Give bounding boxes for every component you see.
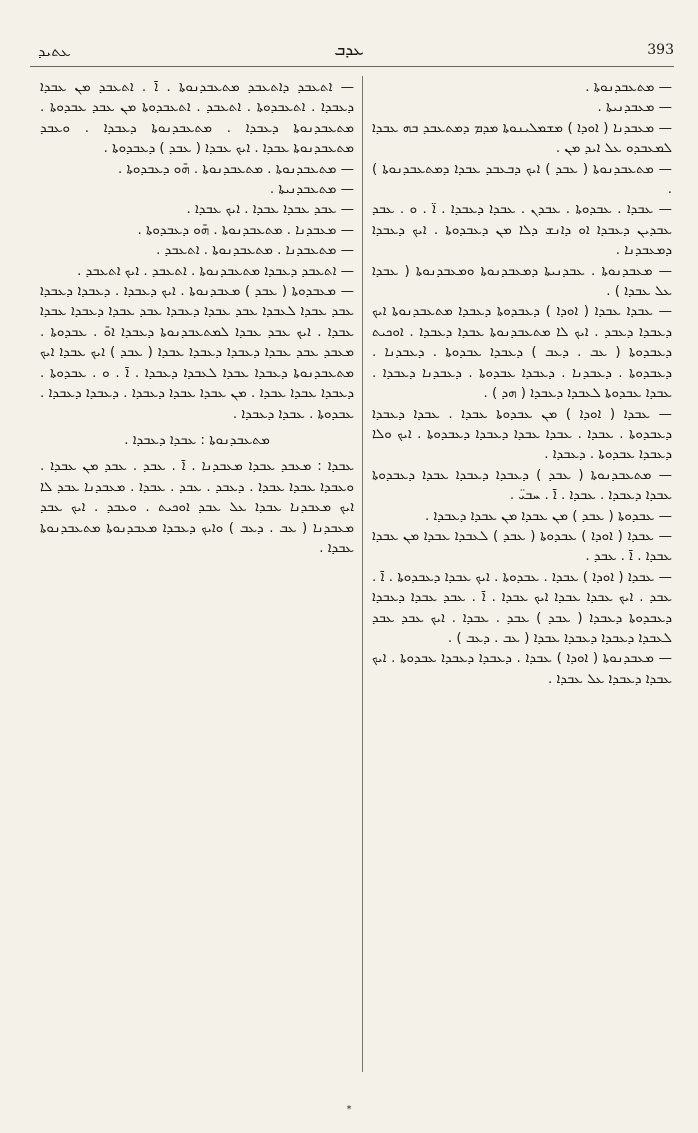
left-column	[40, 78, 354, 1098]
entry: — ܥܒܕܐ ܥܒܕܐ ( ܐܘܕܐ ) ܕܥܒܕܘܬܐ ܕܥܒܕܐ ܡܬܥܒܕܢܘܬܐ ܐܝܟ ܕܥܒܕܐ ܕܥܒܕ . ܐܝܟ ܠܐ ܡܬܥܒܕܢܘܬܐ ܥܒܕܐ ܕܥܒܕܐ . ܐܘܟܝܬ ܕܥܒܕܘܬܐ ( ܥܒ . ܕܥܒ ) ܕܥܒܕܐ ܥܒܕܘܬܐ . ܕܥܒܕܢܐ . ܕܥܒܕܘܬܐ . ܕܥܒܕܢܐ . ܕܥܒܕܐ ܥܒܕܘܬܐ . ܕܥܒܕܢܐ ܕܥܒܕܐ . ܥܒܕܐ ܥܒܕܘܬܐ ܠܥܒܕܐ ܕܥܒܕܐ ( ܗܕ ) .	[372, 304, 672, 402]
entry: — ܡܥܒܕܢܘܬܐ ( ܐܘܕܐ ) ܥܒܕܐ . ܕܥܒܕܐ ܕܥܒܕܐ ܥܒܕܘܬܐ . ܐܝܟ ܥܒܕܐ ܕܥܒܕܐ ܥܠ ܥܒܕܐ .	[372, 651, 672, 687]
running-head-left: ܥܬܝܕ	[38, 42, 71, 60]
entry: — ܥܒܕ ܥܒܕܐ ܥܒܕܐ . ܐܝܟ ܥܒܕܐ .	[186, 202, 354, 218]
entry: — ܡܥܒܕܢܐ . ܡܬܥܒܕܢܘܬܐ . ܗ̄ܘ ܕܥܒܕܘܬܐ .	[137, 222, 354, 238]
entry: — ܡܬܥܒܕܢܝܬܐ .	[269, 182, 354, 198]
entry: — ܡܥܒܕܢܘܬܐ . ܥܒܕܢܝܬܐ ܕܡܥܒܕܢܘܬܐ ܘܡܥܒܕܢܘܬܐ ( ܥܒܕܐ ܥܠ ܥܒܕܐ ) .	[372, 263, 672, 300]
entry: — ܥܒܕܐ ( ܐܘܕܐ ) ܡܢ ܥܒܕܘܬܐ ܥܒܕܐ . ܥܒܕܐ ܕܥܒܕܐ ܕܥܒܕܘܬܐ . ܥܒܕܐ . ܥܒܕܐ ܥܒܕܐ ܕܥܒܕܐ ܕܥܒܕܘܬܐ . ܐܝܟ ܘܠܐ ܕܥܒܕܐ ܥܒܕܘܬܐ . ܕܥܒܕܐ .	[372, 406, 672, 463]
entry: — ܐܬܥܒܕ ܕܐܬܥܒܕ ܡܬܥܒܕܢܘܬܐ . ܐ̄ . ܐܬܥܒܕ ܡܢ ܥܒܕܐ ܕܥܒܕܐ . ܐܬܥܒܕܘܬܐ . ܐܬܥܒܕ . ܐܬܥܒܕܘܬܐ ܡܢ ܥܒܕ ܥܒܕܘܬܐ . ܡܬܥܒܕܢܘܬܐ ܕܥܒܕܐ . ܡܬܥܒܕܢܘܬܐ ܕܥܒܕܐ . ܘܥܒܕ ܡܬܥܒܕܢܘܬܐ ܥܒܕܐ . ܐܝܟ ܥܒܕܐ ( ܥܒܕ ) ܕܥܒܕܘܬܐ .	[40, 80, 354, 157]
entry: — ܥܒܕܐ ( ܐܘܕܐ ) ܥܒܕܐ . ܥܒܕܘܬܐ . ܐܝܟ ܥܒܕܐ ܕܥܒܕܘܬܐ . ܐ̄ . ܥܒܕ . ܐܝܟ ܥܒܕܐ ܥܒܕܐ ܐܝܟ ܥܒܕܐ . ܐ̄ . ܥܒܕ ܥܒܕܐ ܕܥܒܕܐ ܕܥܒܕܘܬܐ ܕܥܒܕܐ ( ܥܒܕ ) ܥܒܕ . ܥܒܕܐ . ܐܝܟ ܥܒܕ ܥܒܕ ܠܥܒܕܐ ܕܥܒܕܐ ܕܥܒܕܐ ܥܒܕܐ ( ܥܒ . ܕܥܒ ) .	[372, 569, 672, 646]
running-head-center: ܥܕܒ	[334, 40, 364, 59]
column-divider	[362, 76, 363, 1072]
footer-mark: *	[346, 1104, 352, 1115]
entry: — ܡܬܥܒܕܢܘܬܐ . ܡܬܥܒܕܢܘܬܐ . ܗ̄ܘ ܕܥܒܕܘܬܐ .	[118, 161, 354, 177]
entry: — ܡܥܒܕܢܝܬܐ .	[597, 100, 672, 116]
entry: — ܥܒܕܘܬܐ ( ܥܒܕ ) ܡܢ ܥܒܕܐ ܡܢ ܥܒܕܐ ܕܥܒܕܐ .	[424, 508, 672, 524]
entry: — ܐܬܥܒܕ ܕܥܒܕܐ ܡܬܥܒܕܢܘܬܐ . ܐܬܥܒܕ . ܐܝܟ ܐܬܥܒܕ .	[77, 263, 354, 279]
entry: — ܡܥܒܕܘܬܐ ( ܥܒܕ ) ܡܥܒܕܢܘܬܐ . ܐܝܟ ܕܥܒܕܐ . ܕܥܒܕܐ ܕܥܒܕܐ ܥܒܕ ܥܒܕܐ ܠܥܒܕܐ ܥܒܕ ܥܒܕܐ ܕܥܒܕܐ ܥܒܕ ܥܒܕܐ ܕܥܒܕܐ ܥܒܕܐ ܥܒܕܐ . ܐܝܟ ܥܒܕ ܥܒܕܐ ܠܡܬܥܒܕܢܘܬܐ ܕܥܒܕܐ ܐܘ̄ . ܥܒܕܘܬܐ . ܡܥܒܕ ܥܒܕ ܥܒܕܐ ܕܥܒܕܐ ܕܥܒܕܐ ܥܒܕܐ ( ܥܒܕ ) ܐܝܟ ܥܒܕܐ ܐܝܟ ܡܬܥܒܕܢܘܬܐ ܕܥܒܕܐ ܥܒܕܐ ܠܥܒܕܐ ܕܥܒܕܐ . ܐ̄ . ܘ . ܥܒܕܘܬܐ . ܕܥܒܕܐ ܥܒܕܐ ܥܒܕܐ . ܡܢ ܥܒܕܐ ܥܒܕܐ ܕܥܒܕܐ . ܕܥܒܕܐ ܕܥܒܕܐ . ܥܒܕܘܬܐ . ܥܒܕܐ ܕܥܒܕܐ .	[40, 284, 354, 422]
entry: — ܥܒܕܐ . ܥܒܕܘܬܐ . ܥܒܕܢ . ܥܒܕܐ ܕܥܒܕܐ . ܐ̈ . ܘ . ܥܒܕ ܥܒܕܝܢ ܕܥܒܕܐ ܐܘ ܕܐܢܫ ܕܠܐ ܡܢ ܕܥܒܕܘܬܐ . ܐܝܟ ܕܥܒܕܐ ܕܡܥܒܕܢܐ .	[372, 202, 672, 259]
entry: — ܡܥܒܕܢܐ ( ܐܘܕܐ ) ܡܫܡܠܝܢܘܬܐ ܡܕܡ ܕܡܬܥܒܕ ܒܗ ܥܒܕܐ ܠܡܥܒܕܘ ܥܠ ܐܝܕ ܡܢ .	[372, 120, 672, 157]
right-column	[372, 78, 672, 1098]
entry: ܥܒܕܐ : ܡܥܒܕ ܥܒܕܐ ܡܥܒܕܢܐ . ܐ̄ . ܥܒܕ . ܥܒܕ ܡܢ ܥܒܕܐ . ܘܥܒܕܐ ܥܒܕܐ ܥܒܕܐ . ܕܥܒܕ . ܥܒܕ . ܥܒܕܐ . ܡܥܒܕܢܐ ܥܒܕ ܠܐ ܐܝܟ ܡܥܒܕܢܐ ܥܒܕܐ ܥܠ ܥܒܕ ܐܘܟܝܬ . ܘܥܒܕ . ܐܝܟ ܥܒܕ ܡܥܒܕܢܐ ( ܥܒ . ܕܥܒ ) ܘܐܝܟ ܕܥܒܕܐ ܡܥܒܕܢܘܬܐ ܡܬܥܒܕܢܘܬܐ ܥܒܕܐ .	[40, 459, 354, 556]
entry: — ܥܒܕܐ ( ܐܘܕܐ ) ܥܒܕܘܬܐ ( ܥܒܕ ) ܠܥܒܕܐ ܥܒܕܐ ܡܢ ܥܒܕܐ ܥܒܕܐ . ܐ̄ . ܥܒܕ .	[372, 528, 672, 565]
header-rule	[30, 66, 674, 67]
entry: — ܡܬܥܒܕܢܘܬܐ ( ܥܒܕ ) ܐܝܟ ܕܒܥܒܕ ܥܒܕܐ ܕܡܬܥܒܕܢܘܬܐ ) .	[372, 161, 672, 198]
section-heading: ܡܬܥܒܕܢܘܬܐ : ܥܒܕܐ ܕܥܒܕܐ .	[124, 432, 270, 448]
entry: — ܡܬܥܒܕܢܘܬܐ .	[585, 80, 672, 95]
entry: — ܡܬܥܒܕܢܐ . ܡܬܥܒܕܢܘܬܐ . ܐܬܥܒܕ .	[156, 243, 354, 259]
page-number: 393	[647, 42, 674, 58]
entry: — ܡܬܥܒܕܢܘܬܐ ( ܥܒܕ ) ܕܥܒܕܐ ܕܥܒܕܐ ܥܒܕܐ ܕܥܒܕܘܬܐ ܥܒܕܐ ܕܥܒܕܐ . ܥܒܕܐ . ܐ̄ . ܚܒܝ̈ .	[372, 467, 672, 504]
